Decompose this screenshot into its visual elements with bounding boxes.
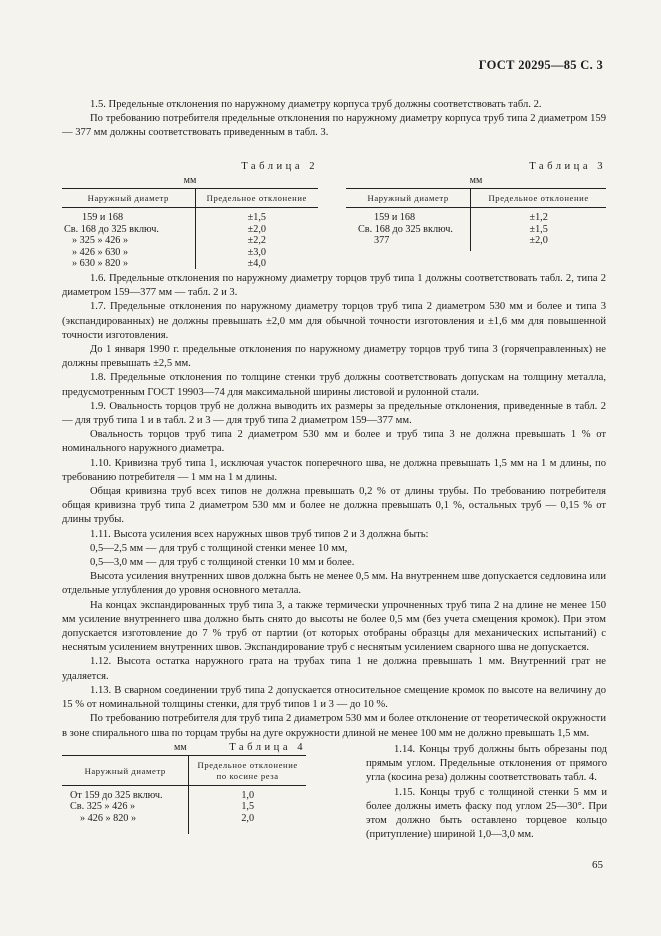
table-cell: ±4,0 xyxy=(195,258,318,269)
table-row xyxy=(62,801,306,812)
paragraph: 1.10. Кривизна труб типа 1, исключая участок поперечного шва, не должна превышать 1,5 мм на 1 м длины, по требованию потребителя — 1 мм на 1 м длины. xyxy=(62,457,606,483)
table-row xyxy=(62,208,318,224)
paragraph: 1.5. Предельные отклонения по наружному диаметру корпуса труб должны соответствовать табл. 2. xyxy=(90,99,542,110)
table-cell: ±1,2 xyxy=(471,208,606,224)
table-cell: Св. 168 до 325 включ. xyxy=(358,223,453,235)
right-column-text xyxy=(366,743,607,842)
column-header: Предельное отклонение по косине реза xyxy=(189,756,306,786)
table-cell: 159 и 168 xyxy=(374,212,416,224)
table-cell: 2,0 xyxy=(189,813,306,834)
table-cell: 1,0 xyxy=(189,786,306,802)
table-unit: мм xyxy=(183,175,197,187)
main-text xyxy=(62,272,606,741)
table-caption: Таблица 4 xyxy=(229,742,306,753)
paragraph: 1.13. В сварном соединении труб типа 2 допускается относительное смещение кромок по высоте на величину до 15 % от номинальной толщины стенки, для труб типов 1 и 3 — до 10 %. xyxy=(62,684,606,711)
paragraph: 1.9. Овальность торцов труб не должна выводить их размеры за предельные отклонения, приведенные в табл. 2 — для труб типа 1 и в табл. 2 и 3 — для труб типа 2 диаметром 159—377 мм. xyxy=(62,400,606,427)
table-cell: » 426 » 820 » xyxy=(80,812,137,824)
paragraph: Общая кривизна труб всех типов не должна превышать 0,2 % от длины трубы. По требованию потребителя общая кривизна труб типа 2 диаметром 530 мм и более не должна превышать 0,1 %, остальных труб — 0,15 % от длины трубы. xyxy=(62,486,606,526)
table-cell: ±1,5 xyxy=(195,208,318,224)
table-row xyxy=(62,224,318,235)
table-row xyxy=(62,786,306,802)
table-caption: Таблица 3 xyxy=(529,161,606,172)
table-cell: » 630 » 820 » xyxy=(72,258,129,270)
column-header: Наружный диаметр xyxy=(346,189,471,208)
table-3 xyxy=(346,160,606,251)
table-row xyxy=(62,235,318,246)
table-row xyxy=(346,224,606,235)
table-caption: Таблица 2 xyxy=(241,161,318,172)
table-cell: ±3,0 xyxy=(195,247,318,258)
table-row xyxy=(62,813,306,834)
intro-text xyxy=(62,98,606,141)
table-2 xyxy=(62,160,318,269)
paragraph: Высота усиления внутренних швов должна быть не менее 0,5 мм. На внутреннем шве допускается седловина или отдельные углубления до уровня основного металла. xyxy=(62,571,606,597)
table-cell: 377 xyxy=(374,235,390,247)
tables-2-3 xyxy=(62,160,606,270)
paragraph: По требованию потребителя для труб типа 2 диаметром 530 мм и более отклонение от теоретической окружности в зоне спирального шва по торцам трубы на дуге окружности длиной не менее 100 мм не должно превышать 1,5 мм. xyxy=(62,713,606,739)
column-header: Наружный диаметр xyxy=(62,756,189,786)
paragraph: 1.7. Предельные отклонения по наружному диаметру торцов труб типа 2 диаметром 530 мм и более и типа 3 (экспандированных) не должны превышать ±2,0 мм для обычной точности изготовления и ±1,6 мм для повышенной точности изготовления. xyxy=(62,301,606,341)
table-cell: » 325 » 426 » xyxy=(72,235,129,247)
table-cell: ±2,0 xyxy=(195,224,318,235)
column-header: Наружный диаметр xyxy=(62,189,195,208)
table-cell: 1,5 xyxy=(189,801,306,812)
paragraph: 1.6. Предельные отклонения по наружному диаметру торцов труб типа 1 должны соответствовать табл. 2, типа 2 диаметром 159—377 мм — табл. 2 и 3. xyxy=(62,273,606,299)
table-unit: мм xyxy=(469,175,483,187)
table-row xyxy=(62,258,318,269)
paragraph: По требованию потребителя предельные отклонения по наружному диаметру корпуса труб типа 2 диаметром 159— 377 мм должны соответствовать приведенным в табл. 3. xyxy=(62,113,606,139)
page-number: 65 xyxy=(592,859,603,871)
table-unit: мм xyxy=(174,742,187,753)
paragraph: До 1 января 1990 г. предельные отклонения по наружному диаметру торцов труб типа 3 (горячеправленных) не должны превышать ±2,5 мм. xyxy=(62,344,606,370)
table-cell: Св. 168 до 325 включ. xyxy=(64,223,159,235)
table-3-grid xyxy=(346,188,606,250)
paragraph: 1.11. Высота усиления всех наружных швов труб типов 2 и 3 должна быть: xyxy=(90,528,429,540)
paragraph: 1.12. Высота остатка наружного грата на трубах типа 1 не должна превышать 1 мм. Внутренний грат не удаляется. xyxy=(62,656,606,682)
table-cell: ±2,0 xyxy=(471,235,606,250)
table-cell: Св. 325 » 426 » xyxy=(70,801,136,813)
paragraph: 0,5—2,5 мм — для труб с толщиной стенки менее 10 мм, xyxy=(90,542,348,554)
table-cell: ±1,5 xyxy=(471,224,606,235)
table-row xyxy=(62,247,318,258)
table-cell: 159 и 168 xyxy=(82,212,124,224)
paragraph: 1.14. Концы труб должны быть обрезаны под прямым углом. Предельные отклонения от прямого угла (косина реза) должны соответствовать табл. 4. xyxy=(366,744,607,784)
table-cell: ±2,2 xyxy=(195,235,318,246)
page-header: ГОСТ 20295—85 С. 3 xyxy=(478,58,603,72)
paragraph: 1.15. Концы труб с толщиной стенки 5 мм и более должны иметь фаску под углом 25—30°. При этом должно быть оставлено торцевое кольцо (притупление) шириной 1,0—3,0 мм. xyxy=(366,786,607,841)
paragraph: 0,5—3,0 мм — для труб с толщиной стенки 10 мм и более. xyxy=(90,557,355,569)
table-2-grid xyxy=(62,188,318,269)
paragraph: На концах экспандированных труб типа 3, а также термически упрочненных труб типа 2 на длине не менее 150 мм усиление внутреннего шва должно быть снято до высоты не более 0,5 мм (без учета смещения кромок). При этом допускается изготовление до 7 % труб от партии (от которых отобраны образцы для механических испытаний) с неснятым усилением внутренних швов. Экспандирование труб с неснятым усилением сварного шва не допускается. xyxy=(62,599,606,654)
table-cell: » 426 » 630 » xyxy=(72,246,129,258)
table-cell: От 159 до 325 включ. xyxy=(70,790,163,801)
column-header: Предельное отклонение xyxy=(471,189,606,208)
paragraph: 1.8. Предельные отклонения по толщине стенки труб должны соответствовать допускам на толщину металла, предусмотренным ГОСТ 19903—74 для максимальной ширины листовой и рулонной стали. xyxy=(62,372,606,398)
table-4 xyxy=(62,741,306,834)
table-4-grid xyxy=(62,755,306,834)
paragraph: Овальность торцов труб типа 2 диаметром 530 мм и более и труб типа 3 не должна превышать 1 % от номинального наружного диаметра. xyxy=(62,429,606,455)
column-header: Предельное отклонение xyxy=(195,189,318,208)
table-row xyxy=(346,208,606,224)
table-row xyxy=(346,235,606,250)
